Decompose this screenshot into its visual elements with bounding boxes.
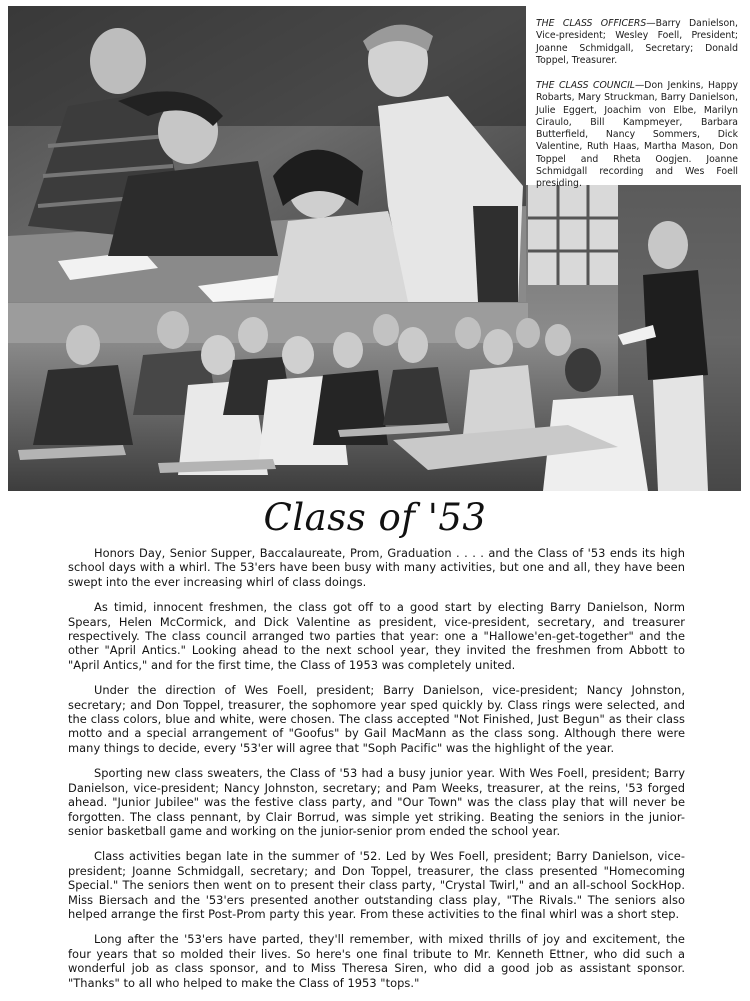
- article-paragraph: Honors Day, Senior Supper, Baccalaureate, Prom, Graduation . . . . and the Class of '53 ends its high school days with a whirl. The 53'ers have been busy with many activities, but one and all, they have been swept into the ever increasing whirl of class doings.: [68, 546, 685, 589]
- class-officers-photo-graphic: [8, 6, 526, 302]
- class-officers-caption: [536, 18, 738, 67]
- article-paragraph: As timid, innocent freshmen, the class got off to a good start by electing Barry Danielson, Norm Spears, Helen McCormick, and Dick Valentine as president, vice-president, secretary, and treasurer respectively. The class council arranged two parties that year: one a "Hallowe'en-get-together" and the other "April Antics." Looking ahead to the next school year, they invited the freshmen from Abbott to "April Antics," and for the first time, the Class of 1953 was completely united.: [68, 600, 685, 672]
- class-council-caption: [536, 80, 738, 191]
- class-council-caption-text: —Don Jenkins, Happy Robarts, Mary Struckman, Barry Danielson, Julie Eggert, Joachim von Elbe, Marilyn Ciraulo, Bill Kampmeyer, Barbara Butterfield, Nancy Sommers, Dick Valentine, Ruth Haas, Martha Mason, Don Toppel and Rheta Oogjen. Joanne Schmidgall recording and Wes Foell presiding.: [536, 80, 738, 190]
- class-officers-caption-lead: THE CLASS OFFICERS: [536, 18, 647, 29]
- class-officers-photo: [8, 6, 526, 302]
- article-paragraph: Sporting new class sweaters, the Class of '53 had a busy junior year. With Wes Foell, president; Barry Danielson, vice-president; Nancy Johnston, secretary; and Pam Weeks, treasurer, at the reins, '53 forged ahead. "Junior Jubilee" was the festive class party, and "Our Town" was the class play that will never be forgotten. The class pennant, by Clair Borrud, was simple yet striking. Beating the seniors in the junior-senior basketball game and working on the junior-senior prom ended the school year.: [68, 766, 685, 838]
- page-title: Class of '53: [263, 496, 487, 539]
- class-council-caption-lead: THE CLASS COUNCIL: [536, 80, 635, 91]
- class-officers-caption-text: —Barry Danielson, Vice-president; Wesley Foell, President; Joanne Schmidgall, Secretary; Donald Toppel, Treasurer.: [536, 18, 739, 66]
- article-paragraph: Under the direction of Wes Foell, president; Barry Danielson, vice-president; Nancy Johnston, secretary; and Don Toppel, treasurer, the sophomore year sped quickly by. Class rings were selected, and the class colors, blue and white, were chosen. The class accepted "Not Finished, Just Begun" as their class motto and a special arrangement of "Goofus" by Gail MacMann as the class song. Although there were many things to decide, every '53'er will agree that "Soph Pacific" was the highlight of the year.: [68, 683, 685, 755]
- article-body: [68, 546, 685, 1001]
- article-paragraph: Long after the '53'ers have parted, they'll remember, with mixed thrills of joy and excitement, the four years that so molded their lives. So here's one final tribute to Mr. Kenneth Ettner, who did such a wonderful job as class sponsor, and to Miss Theresa Siren, who did a good job as assistant sponsor. "Thanks" to all who helped to make the Class of 1953 "tops.": [68, 932, 685, 990]
- article-paragraph: Class activities began late in the summer of '52. Led by Wes Foell, president; Barry Danielson, vice-president; Joanne Schmidgall, secretary; and Don Toppel, treasurer, the class presented "Homecoming Special." The seniors then went on to present their class party, "Crystal Twirl," and an all-school SockHop. Miss Biersach and the '53'ers presented another outstanding class play, "The Rivals." The seniors also helped arrange the first Post-Prom party this year. From these activities to the final whirl was a short step.: [68, 849, 685, 921]
